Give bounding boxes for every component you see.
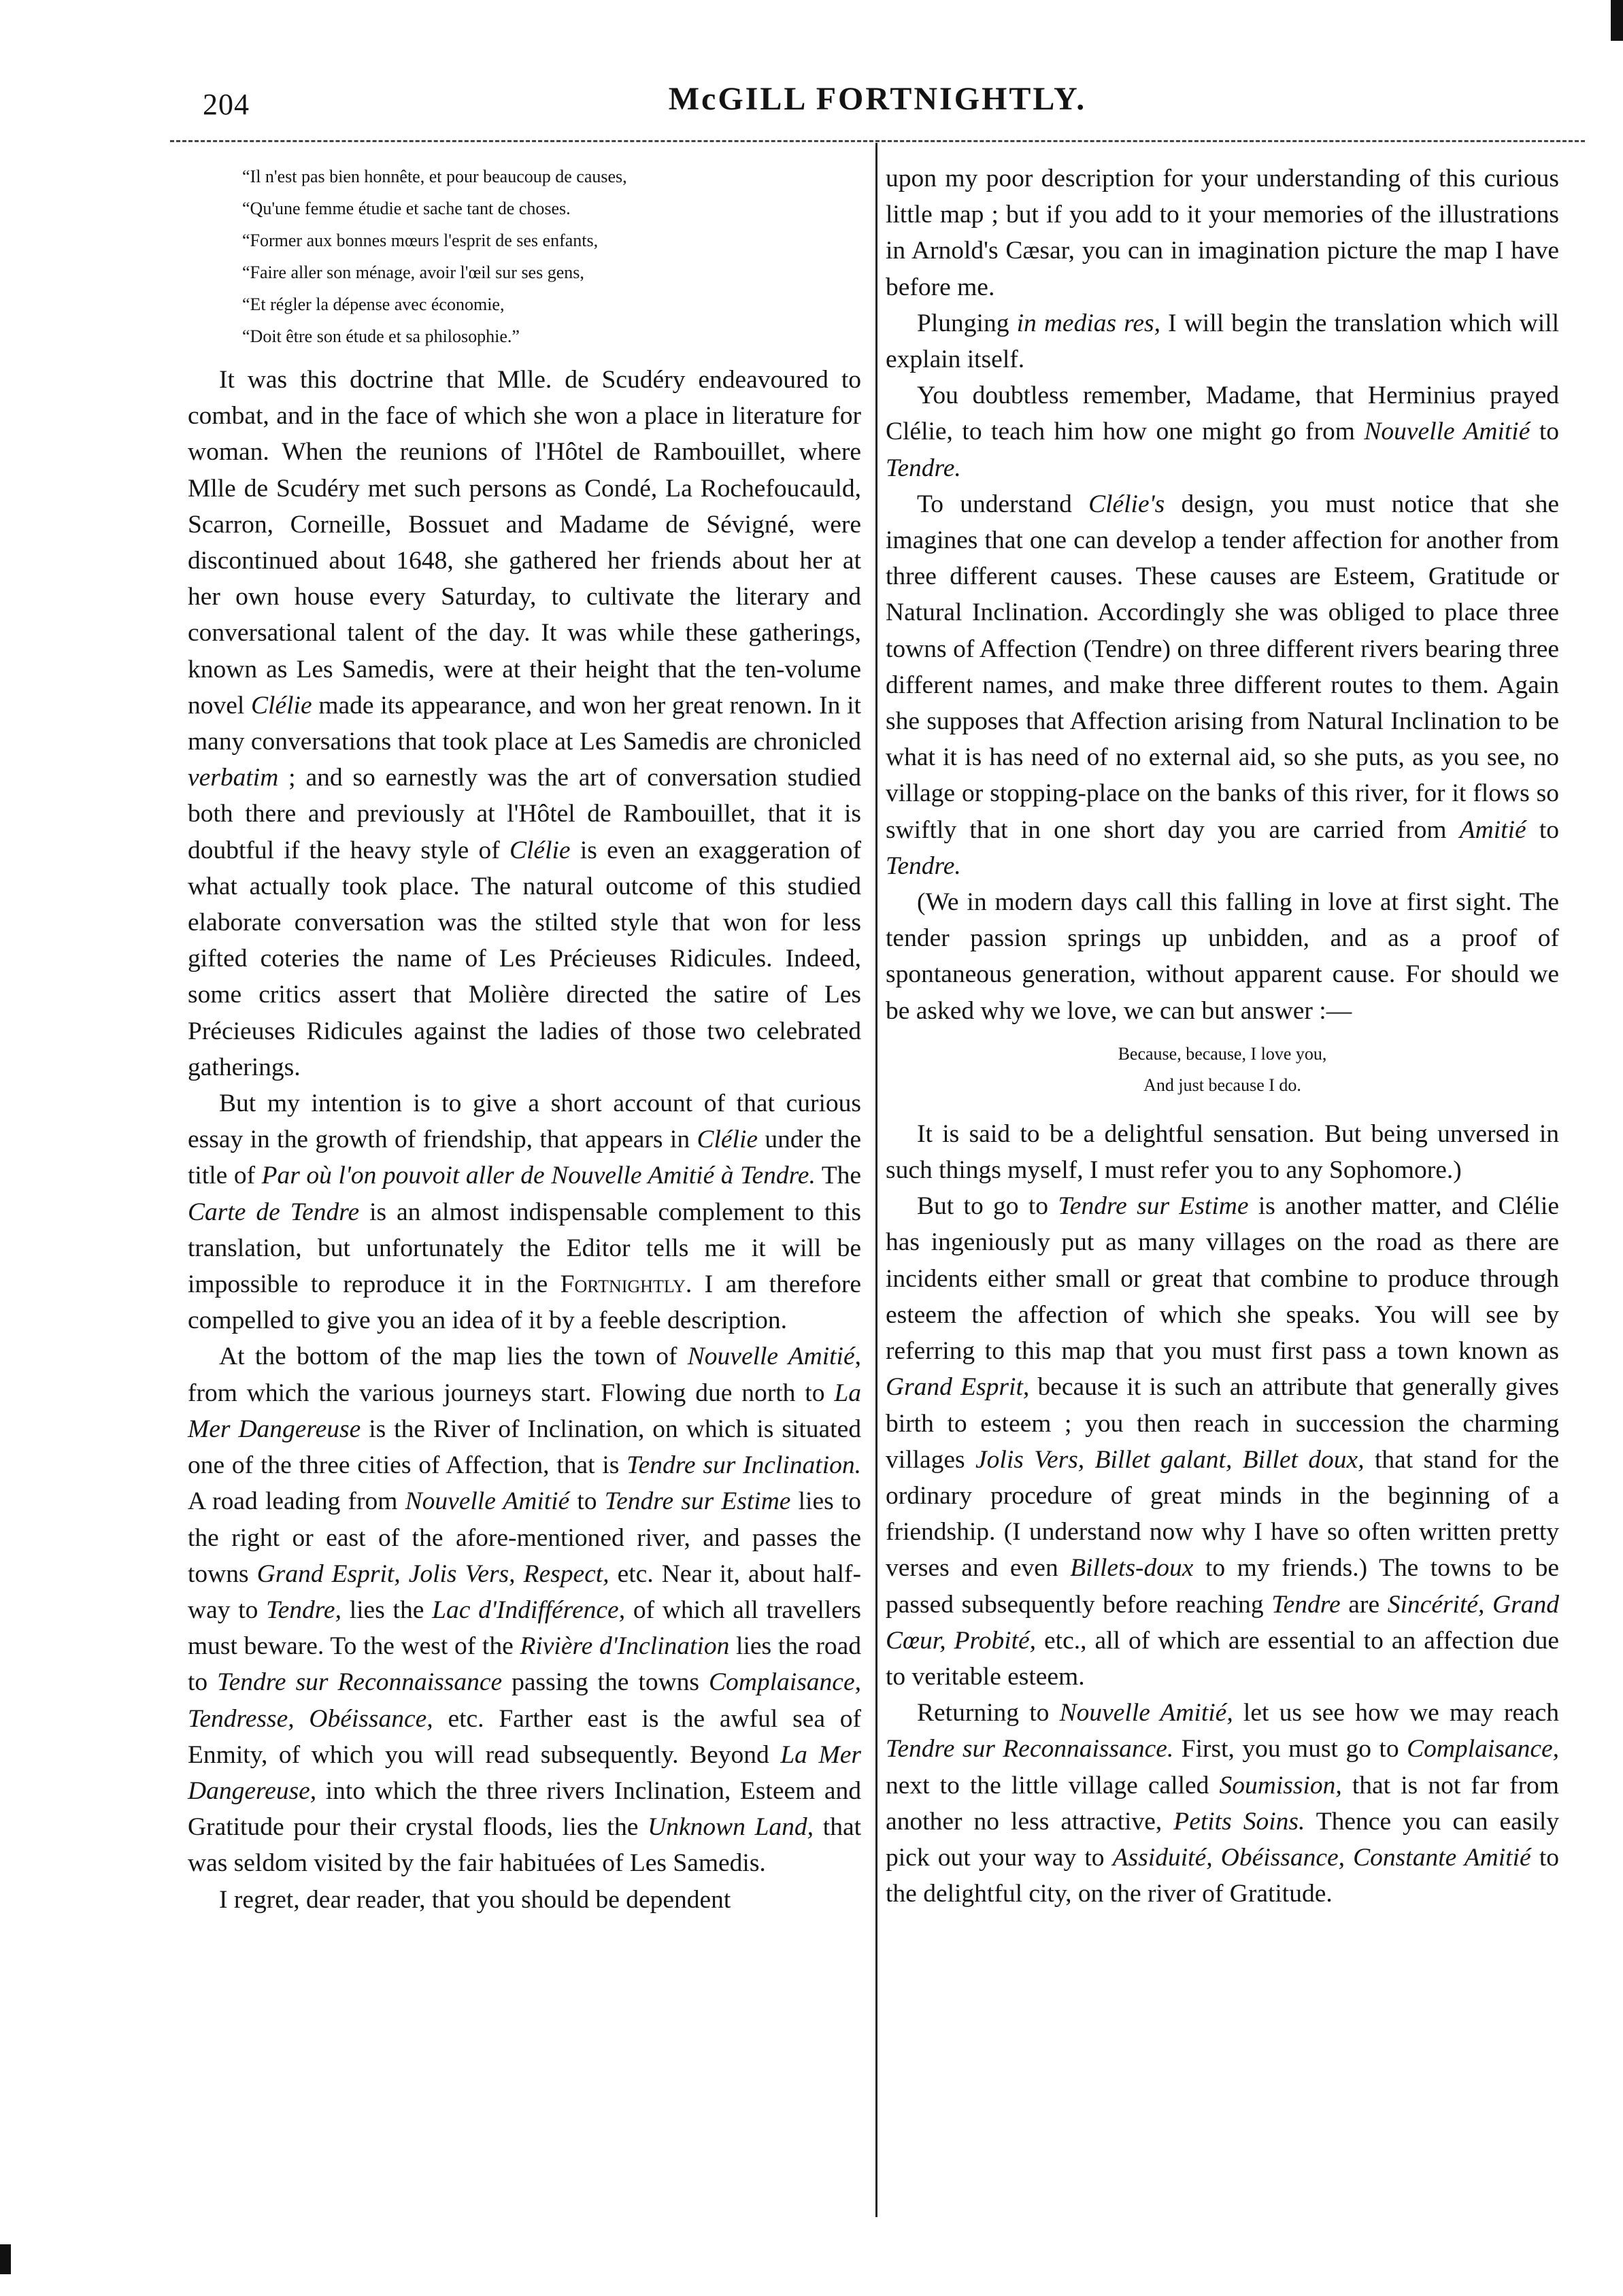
paragraph-continuation: upon my poor description for your understanding of this curious little map ; but if you add to it your memories of the illustrations in Arnold's Cæsar, you can in imagination picture the map I have before me.	[886, 165, 1559, 301]
paragraph-herminius: You doubtless remember, Madame, that Herminius prayed Clélie, to teach him how one might go from Nouvelle Amitié to Tendre.	[886, 382, 1559, 482]
paragraph-regret: I regret, dear reader, that you should be dependent	[219, 1885, 731, 1914]
page-header	[170, 80, 1585, 135]
french-verse-quotation	[188, 161, 861, 352]
paragraph-sophomore: It is said to be a delightful sensation. But being unversed in such things myself, I must refer you to any Sophomore.)	[886, 1119, 1559, 1185]
quote-line: “Former aux bonnes mœurs l'esprit de ses enfants,	[242, 231, 599, 250]
paragraph-love-at-first-sight: (We in modern days call this falling in love at first sight. The tender passion springs up unbidden, and as a proof of spontaneous generation, without apparent cause. For should we be asked why we love, we can but answer :—	[886, 888, 1559, 1025]
verse-line: Because, because, I love you,	[1118, 1043, 1327, 1064]
column-divider	[875, 143, 877, 2217]
verse-line: And just because I do.	[1143, 1075, 1301, 1095]
quote-line: “Et régler la dépense avec économie,	[242, 294, 505, 314]
quote-line: “Doit être son étude et sa philosophie.”	[242, 326, 520, 346]
scan-edge-mark	[1611, 0, 1623, 41]
quote-line: “Il n'est pas bien honnête, et pour beaucoup de causes,	[242, 167, 627, 186]
left-column	[188, 161, 861, 1918]
paragraph-tendre-sur-estime: But to go to Tendre sur Estime is another matter, and Clélie has ingeniously put as many villages on the road as there are incidents either small or great that combine to produce through esteem the affection of which she speaks. You will see by referring to this map that you must first pass a town known as Grand Esprit, because it is such an attribute that generally gives birth to esteem ; you then reach in succession the charming villages Jolis Vers, Billet galant, Billet doux, that stand for the ordinary procedure of great minds in the beginning of a friendship. (I understand now why I have so often written pretty verses and even Billets-doux to my friends.) The towns to be passed subsequently before reaching Tendre are Sincérité, Grand Cœur, Probité, etc., all of which are essential to an affection due to veritable esteem.	[886, 1192, 1560, 1691]
scan-edge-mark	[0, 2244, 11, 2274]
paragraph-tendre-sur-reconnaissance: Returning to Nouvelle Amitié, let us see how we may reach Tendre sur Reconnaissance. First, you must go to Complaisance, next to the little village called Soumission, that is not far from another no less attractive, Petits Soins. Thence you can easily pick out your way to Assiduité, Obéissance, Constante Amitié to the delightful city, on the river of Gratitude.	[886, 1699, 1560, 1908]
paragraph-in-medias-res: Plunging in medias res, I will begin the translation which will explain itself.	[886, 309, 1559, 374]
paragraph-three-causes: To understand Clélie's design, you must notice that she imagines that one can develop a tender affection for another from three different causes. These causes are Esteem, Gratitude or Natural Inclination. Accordingly she was obliged to place three towns of Affection (Tendre) on three different rivers bearing three different names, and make three different routes to them. Again she supposes that Affection arising from Natural Inclination to be what it is has need of no external aid, so she puts, as you see, no village or stopping-place on the banks of this river, for it flows so swiftly that in one short day you are carried from Amitié to Tendre.	[886, 490, 1559, 880]
paragraph-carte-de-tendre: But my intention is to give a short account of that curious essay in the growth of friendship, that appears in Clélie under the title of Par où l'on pouvoit aller de Nouvelle Amitié à Tendre. The Carte de Tendre is an almost indispensable complement to this translation, but unfortunately the Editor tells me it will be impossible to reproduce it in the Fortnightly. I am therefore compelled to give you an idea of it by a feeble description.	[188, 1090, 862, 1335]
paragraph-scudery-doctrine: It was this doctrine that Mlle. de Scudéry endeavoured to combat, and in the face of which she won a place in literature for woman. When the reunions of l'Hôtel de Rambouillet, where Mlle de Scudéry met such persons as Condé, La Rochefoucauld, Scarron, Corneille, Bossuet and Madame de Sévigné, were discontinued about 1648, she gathered her friends about her at her own house every Saturday, to cultivate the literary and conversational talent of the day. It was while these gatherings, known as Les Samedis, were at their height that the ten-volume novel Clélie made its appearance, and won her great renown. In it many conversations that took place at Les Samedis are chronicled verbatim ; and so earnestly was the art of conversation studied both there and previously at l'Hôtel de Rambouillet, that it is doubtful if the heavy style of Clélie is even an exaggeration of what actually took place. The natural outcome of this studied elaborate conversation was the stilted style that won for less gifted coteries the name of Les Précieuses Ridicules. Indeed, some critics assert that Molière directed the satire of Les Précieuses Ridicules against the ladies of those two celebrated gatherings.	[188, 366, 861, 1081]
verse-quotation	[886, 1039, 1559, 1101]
page-number: 204	[203, 88, 250, 121]
running-title: McGILL FORTNIGHTLY.	[668, 81, 1087, 117]
quote-line: “Qu'une femme étudie et sache tant de choses.	[242, 199, 571, 218]
right-column	[886, 161, 1559, 1912]
header-rule	[170, 140, 1585, 142]
paragraph-map-description: At the bottom of the map lies the town of Nouvelle Amitié, from which the various journeys start. Flowing due north to La Mer Dangereuse is the River of Inclination, on which is situated one of the three cities of Affection, that is Tendre sur Inclination. A road leading from Nouvelle Amitié to Tendre sur Estime lies to the right or east of the afore-mentioned river, and passes the towns Grand Esprit, Jolis Vers, Respect, etc. Near it, about half-way to Tendre, lies the Lac d'Indifférence, of which all travellers must beware. To the west of the Rivière d'Inclination lies the road to Tendre sur Reconnaissance passing the towns Complaisance, Tendresse, Obéissance, etc. Farther east is the awful sea of Enmity, of which you will read subsequently. Beyond La Mer Dangereuse, into which the three rivers Inclination, Esteem and Gratitude pour their crystal floods, lies the Unknown Land, that was seldom visited by the fair habituées of Les Samedis.	[188, 1343, 862, 1878]
quote-line: “Faire aller son ménage, avoir l'œil sur ses gens,	[242, 263, 584, 282]
